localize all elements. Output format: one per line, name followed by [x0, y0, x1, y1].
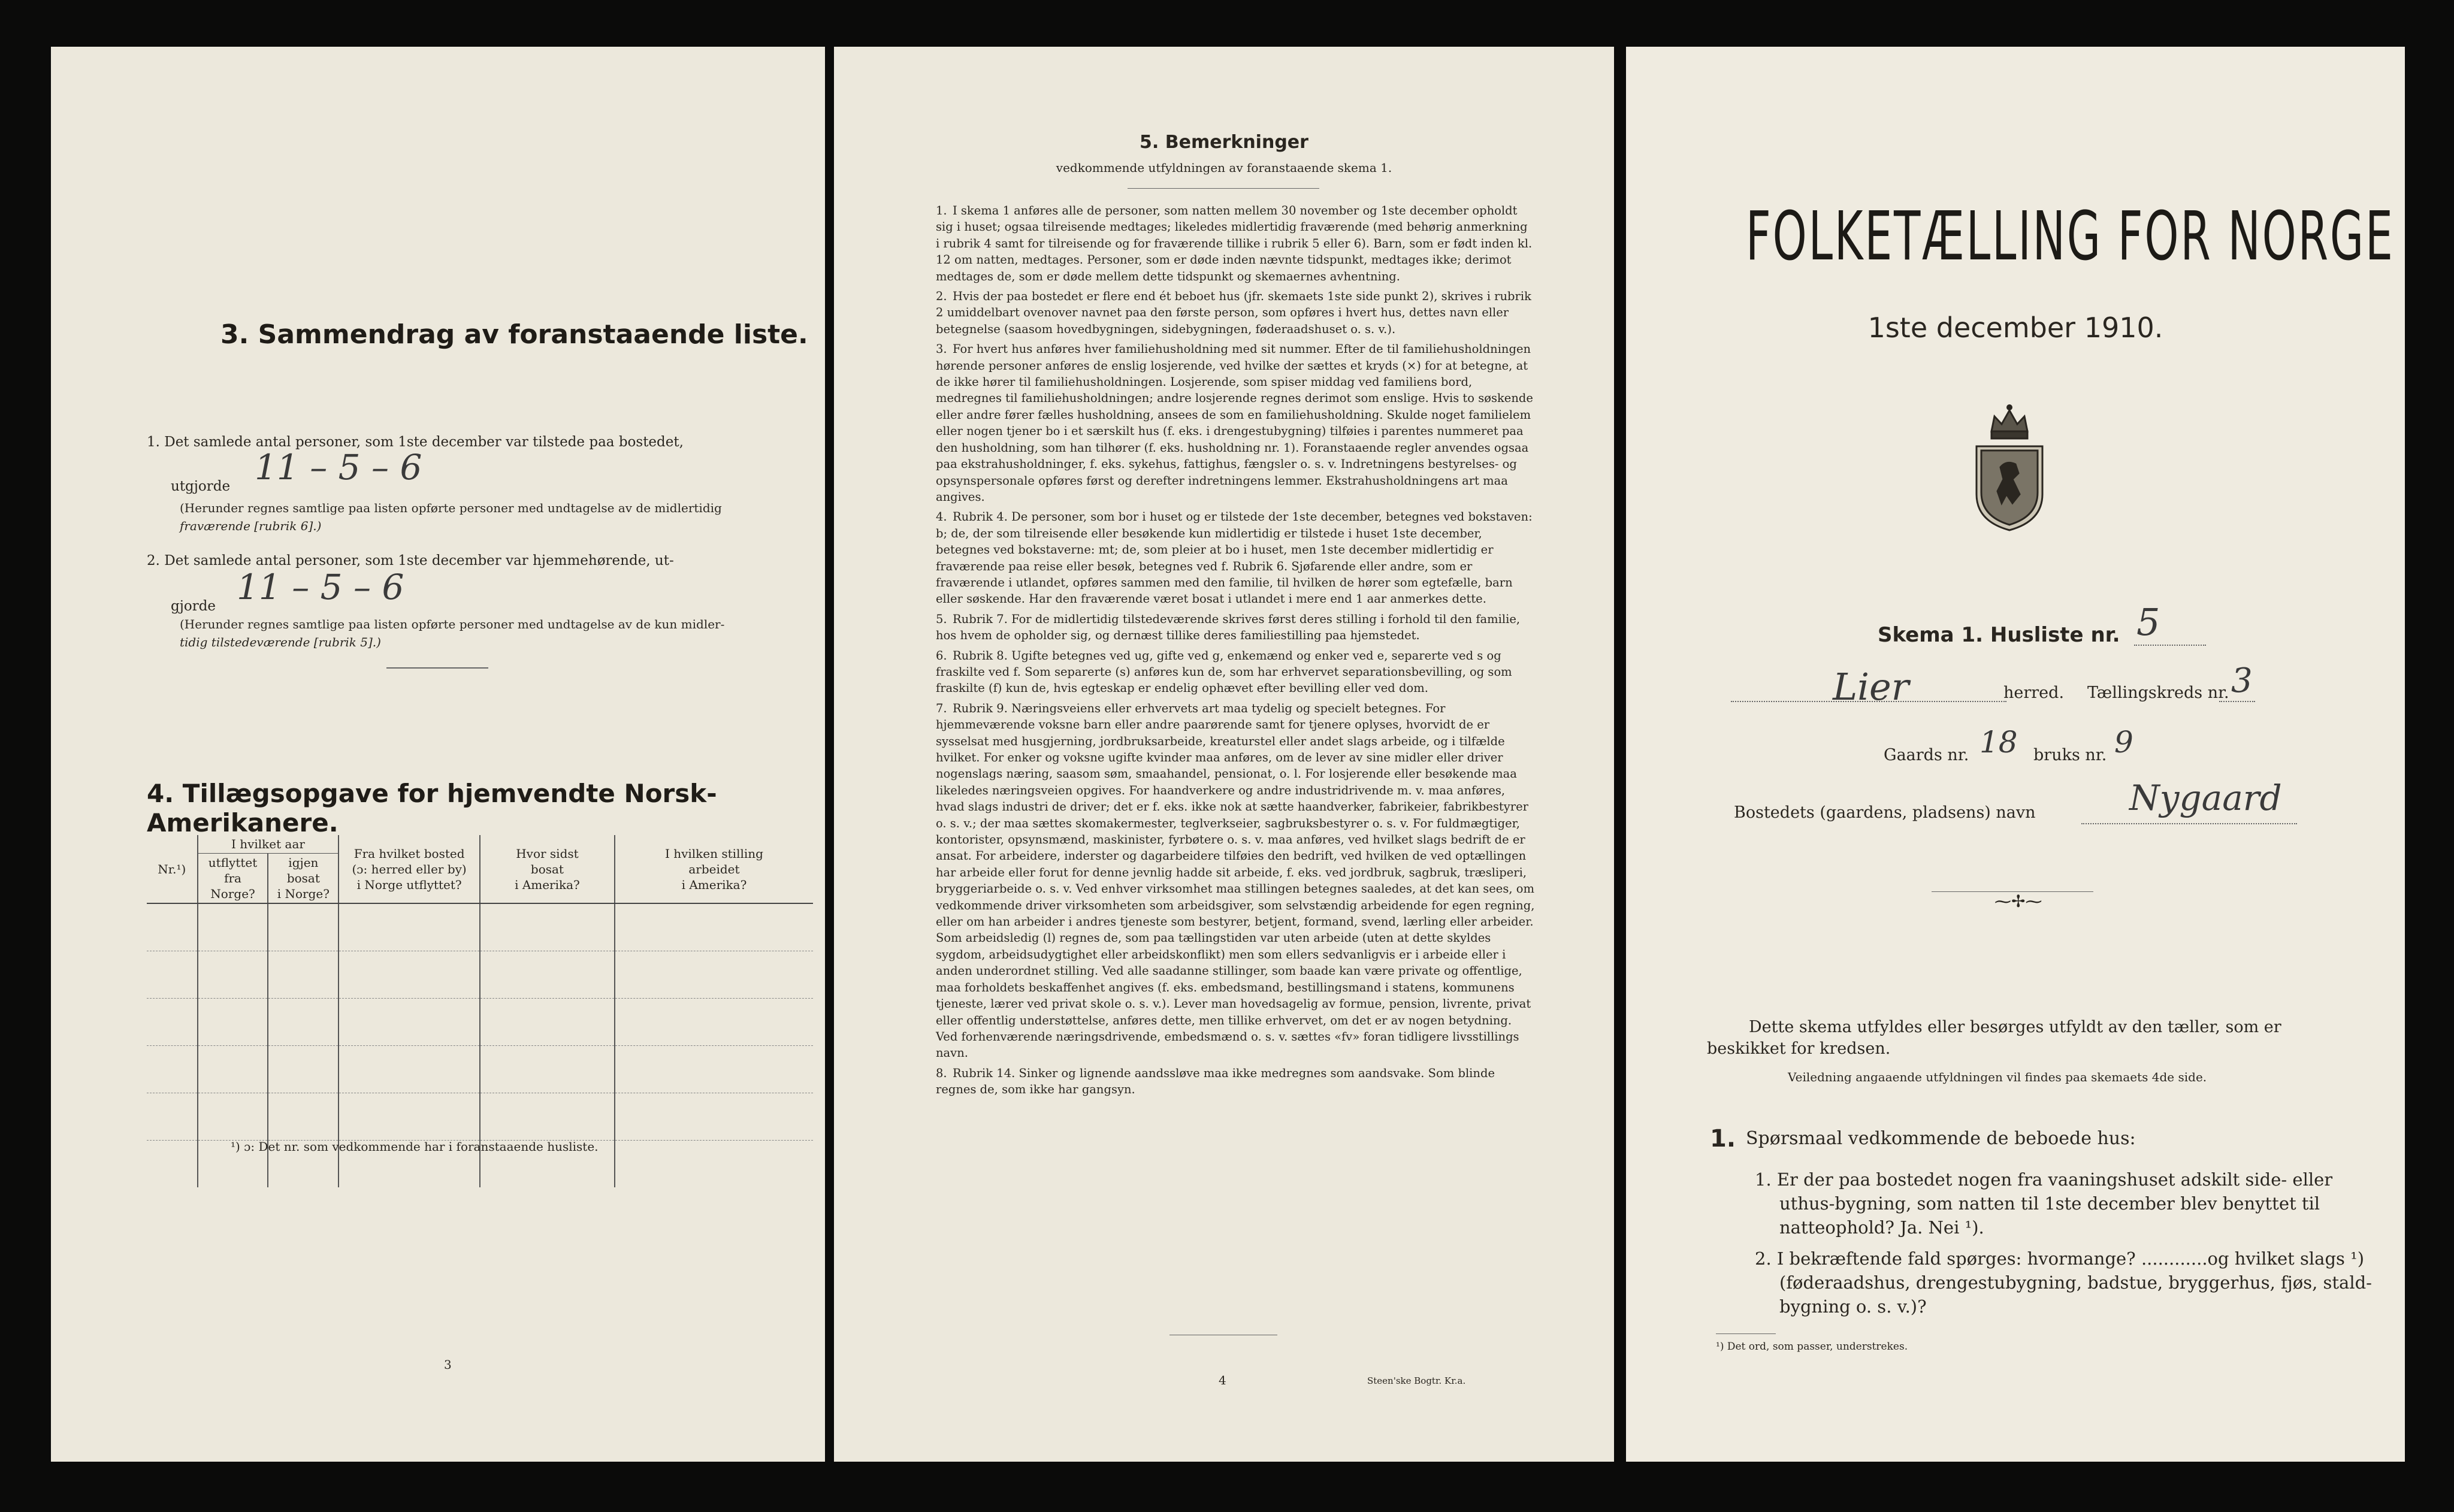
remark-number: 8.	[936, 1066, 947, 1080]
husliste-line	[2134, 645, 2206, 646]
table-row	[147, 951, 813, 999]
table-row	[147, 903, 813, 951]
col-igjen: igjen bosat i Norge?	[268, 854, 339, 904]
bosted-label: Bostedets (gaardens, pladsens) navn	[1734, 803, 2036, 822]
census-date: 1ste december 1910.	[1867, 312, 2163, 344]
item-1-text: 1. Det samlede antal personer, som 1ste december var tilstede paa bostedet,	[147, 434, 684, 450]
remark-number: 1.	[936, 204, 947, 217]
gaards-value: 18	[1979, 725, 2018, 760]
bosted-value: Nygaard	[2129, 778, 2282, 818]
norsk-amerikanere-table	[147, 835, 813, 1187]
item-2-note-2: tidig tilstedeværende [rubrik 5].)	[180, 635, 381, 649]
instructions-paragraph-2: beskikket for kredsen.	[1707, 1039, 1891, 1058]
item-1-note-2: fraværende [rubrik 6].)	[180, 519, 322, 533]
divider	[1128, 188, 1319, 189]
table-footnote: ¹) ɔ: Det nr. som vedkommende har i foranstaaende husliste.	[231, 1139, 599, 1154]
kreds-value: 3	[2231, 661, 2253, 700]
table-row	[147, 1046, 813, 1093]
item-2-prefix: gjorde	[171, 598, 216, 614]
remark-text: Rubrik 9. Næringsveiens eller erhvervets art maa tydelig og specielt betegnes. For hjemmeværende voksne barn eller andre paarørende samt for tjenere oplyses, hvorvidt de er sysselsat med husgjerning, jordbruksarbeide, kreaturstel eller andet slags arbeide, og i tilfælde hvilket. For enker og voksne ugifte kvinder maa anføres, om de lever av sine midler eller driver nogenslags næring, saasom søm, smaahandel, pensionat, o. l. For losjerende eller besøkende maa likeledes næringsveien opgives. For haandverkere og andre industridrivende m. v. maa anføres, hvad slags industri de driver; det er f. eks. ikke nok at sætte haandverker, fabrikeier, fabrikbestyrer o. s. v.; der maa sættes skomakermester, teglverkseier, sagbruksbestyrer o. s. v. For fuldmægtiger, kontorister, opsynsmænd, maskinister, fyrbøtere o. s. v. maa anføres, ved hvilket slags bedrift de er ansat. For arbeidere, inderster og dagarbeidere tilføies den bedrift, ved hvilken de ved optællingen har arbeide eller forut for denne jevnlig hadde sit arbeide, f. eks. ved jordbruk, sagbruk, træsliperi, bryggeriarbeide o. s. v. Ved enhver virksomhet maa stillingen betegnes saaledes, at det kan sees, om vedkommende driver virksomheten som arbeidsgiver, som selvstændig arbeidende for egen regning, eller om han arbeider i andres tjeneste som bestyrer, betjent, formand, svend, lærling eller arbeider. Som arbeidsledig (l) regnes de, som paa tællingstiden var uten arbeide (uten at dette skyldes sygdom, arbeidsudygtighet eller arbeidskonflikt) men som ellers sedvanligvis er i arbeide eller i anden underordnet stilling. Ved alle saadanne stillinger, som baade kan være private og offentlige, maa forholdets beskaffenhet angives (f. eks. embedsmand, bestillingsmand i statens, kommunens tjeneste, lærer ved privat skole o. s. v.). Lever man hovedsagelig av formue, pension, livrente, privat eller offentlig understøttelse, anføres dette, men tillike erhvervet, om det er av nogen betydning. Ved forhenværende næringsdrivende, embedsmænd o. s. v. sættes «fv» foran tidligere livsstillings navn.	[936, 701, 1535, 1060]
question-2-line-3: bygning o. s. v.)?	[1779, 1296, 1927, 1317]
norwegian-lion-crest-icon	[1965, 389, 2054, 533]
page-1	[1626, 47, 2405, 1462]
remark-text: Rubrik 14. Sinker og lignende aandssløve maa ikke medregnes som aandsvake. Som blinde regnes de, som ikke har gangsyn.	[936, 1066, 1495, 1097]
item-1-note: (Herunder regnes samtlige paa listen opførte personer med undtagelse av de midlertidig	[180, 501, 722, 515]
remark-number: 6.	[936, 648, 947, 663]
census-title: FOLKETÆLLING FOR NORGE	[1746, 198, 2395, 276]
kreds-label: Tællingskreds nr.	[2087, 684, 2229, 702]
bruks-value: 9	[2114, 725, 2133, 760]
item-1-handwritten-count: 11 – 5 – 6	[255, 447, 422, 488]
remark-item	[936, 509, 1535, 607]
gaards-label: Gaards nr.	[1884, 746, 1969, 764]
item-2-handwritten-count: 11 – 5 – 6	[237, 567, 404, 607]
herred-label: herred.	[2003, 684, 2065, 702]
remark-number: 5.	[936, 612, 947, 626]
divider	[386, 667, 488, 669]
remark-number: 4.	[936, 510, 947, 524]
schema-label: Skema 1. Husliste nr.	[1878, 623, 2120, 647]
remark-item	[936, 1065, 1535, 1098]
page-4	[834, 47, 1614, 1462]
guidance-note: Veiledning angaaende utfyldningen vil findes paa skemaets 4de side.	[1788, 1070, 2207, 1084]
remark-text: Rubrik 7. For de midlertidig tilstedeværende skrives først deres stilling i forhold til den familie, hos hvem de opholder sig, og dernæst tillike deres familiestilling paa hjemstedet.	[936, 612, 1521, 643]
section-3-title: 3. Sammendrag av foranstaaende liste.	[220, 319, 808, 350]
remark-number: 7.	[936, 701, 947, 715]
instructions-paragraph: Dette skema utfyldes eller besørges utfyldt av den tæller, som er	[1749, 1018, 2281, 1036]
remark-text: For hvert hus anføres hver familiehusholdning med sit nummer. Efter de til familiehusholdningen hørende personer anføres de enslig losjerende, ved hvilke der sættes et kryds (×) for at betegne, at de ikke hører til familiehusholdningen. Losjerende, som spiser middag ved familiens bord, medregnes til familiehusholdningen; andre losjerende regnes derimot som enslige. Hvis to søskende eller andre fører fælles husholdning, ansees de som en familiehusholdning. Skulde noget familielem eller nogen tjener bo i et særskilt hus (f. eks. i drengestubygning) tilføies i parentes nummeret paa den husholdning, som han tilhører (f. eks. husholdning nr. 1). Foranstaaende regler anvendes ogsaa paa ekstrahusholdninger, f. eks. sykehus, fattighus, fængsler o. s. v. Indretningens bestyrelses- og opsynspersonale opføres først og derefter indretningens lemmer. Ekstrahusholdningens art maa angives.	[936, 342, 1533, 504]
herred-value: Lier	[1833, 665, 1909, 709]
divider	[1716, 1333, 1776, 1334]
husliste-number: 5	[2136, 600, 2160, 644]
remarks-list	[936, 202, 1535, 1102]
remark-text: Rubrik 4. De personer, som bor i huset og er tilstede der 1ste december, betegnes ved bokstaven: b; de, der som tilreisende eller besøkende kun midlertidig er tilstede i huset 1ste december, betegnes ved bokstaverne: mt; de, som pleier at bo i huset, men 1ste december midlertidig er fraværende paa reise eller besøk, betegnes ved f. Rubrik 6. Sjøfarende eller andre, som er fraværende i utlandet, opføres sammen med den familie, til hvilken de hører som egtefælle, barn eller søskende. Har den fraværende været bosat i utlandet i mere end 1 aar anmerkes dette.	[936, 510, 1533, 606]
remark-item	[936, 648, 1535, 697]
item-1-prefix: utgjorde	[171, 479, 231, 494]
col-fra: Fra hvilket bosted (ɔ: herred eller by) i Norge utflyttet?	[339, 835, 480, 903]
item-2-text: 2. Det samlede antal personer, som 1ste december var hjemmehørende, ut-	[147, 553, 674, 568]
bruks-label: bruks nr.	[2033, 746, 2107, 764]
remark-item	[936, 202, 1535, 285]
remark-item	[936, 341, 1535, 505]
col-nr: Nr.¹)	[147, 835, 198, 903]
col-utflyttet: utflyttet fra Norge?	[198, 854, 268, 904]
question-heading-number: 1.	[1710, 1125, 1736, 1153]
remark-text: I skema 1 anføres alle de personer, som natten mellem 30 november og 1ste december opholdt sig i huset; ogsaa tilreisende medtages; likeledes midlertidig fraværende (med behørig anmerkning i rubrik 4 samt for tilreisende og for fraværende tillike i rubrik 5 eller 6). Barn, som er født inden kl. 12 om natten, medtages. Personer, som er døde inden nævnte tidspunkt, medtages ikke; derimot medtages de, som er døde mellem dette tidspunkt og skemaernes avhentning.	[936, 204, 1533, 283]
page-3	[51, 47, 825, 1462]
remarks-subtitle: vedkommende utfyldningen av foranstaaende skema 1.	[1056, 161, 1392, 175]
item-2-note: (Herunder regnes samtlige paa listen opførte personer med undtagelse av de kun midler-	[180, 617, 725, 631]
printer-mark: Steen'ske Bogtr. Kr.a.	[1367, 1375, 1466, 1386]
page-number: 3	[444, 1357, 452, 1372]
remark-text: Rubrik 8. Ugifte betegnes ved ug, gifte ved g, enkemænd og enker ved e, separerte ved s og fraskilte ved f. Som separerte (s) anføres kun de, som har erhvervet separationsbevilling, og som fraskilte (f) kun de, hvis egteskap er endelig ophævet efter bevilling eller ved dom.	[936, 648, 1512, 695]
question-2-line-1: 2. I bekræftende fald spørges: hvormange? ............og hvilket slags ¹)	[1755, 1248, 2365, 1269]
question-heading: Spørsmaal vedkommende de beboede hus:	[1746, 1128, 2136, 1149]
question-1-line-1: 1. Er der paa bostedet nogen fra vaaningshuset adskilt side- eller	[1755, 1169, 2333, 1190]
remark-item	[936, 611, 1535, 644]
bosted-line	[2081, 823, 2297, 824]
table-row	[147, 999, 813, 1046]
kreds-line	[2219, 701, 2255, 702]
section-4-title: 4. Tillægsopgave for hjemvendte Norsk-Amerikanere.	[147, 779, 717, 837]
ornament: ⁓✢⁓	[1994, 891, 2042, 911]
remark-number: 2.	[936, 289, 947, 304]
question-1-line-2: uthus-bygning, som natten til 1ste december blev benyttet til	[1779, 1193, 2320, 1214]
col-group-aar: I hvilket aar	[198, 835, 339, 854]
remark-item	[936, 288, 1535, 337]
remark-number: 3.	[936, 342, 947, 356]
table-row	[147, 1093, 813, 1141]
question-2-line-2: (føderaadshus, drengestubygning, badstue, bryggerhus, fjøs, stald-	[1779, 1272, 2372, 1293]
col-stilling: I hvilken stilling arbeidet i Amerika?	[615, 835, 813, 903]
remarks-title: 5. Bemerkninger	[1140, 132, 1308, 153]
question-1-line-3: natteophold? Ja. Nei ¹).	[1779, 1217, 1984, 1238]
remark-item	[936, 700, 1535, 1062]
remark-text: Hvis der paa bostedet er flere end ét beboet hus (jfr. skemaets 1ste side punkt 2), skrives i rubrik 2 umiddelbart ovenover navnet paa den første person, som opføres i hvert hus, dettes navn eller betegnelse (saasom hovedbygningen, sidebygningen, føderaadshuset o. s. v.).	[936, 289, 1531, 336]
page-number: 4	[1219, 1373, 1226, 1387]
col-hvor: Hvor sidst bosat i Amerika?	[480, 835, 615, 903]
page-1-footnote: ¹) Det ord, som passer, understrekes.	[1716, 1341, 1908, 1353]
